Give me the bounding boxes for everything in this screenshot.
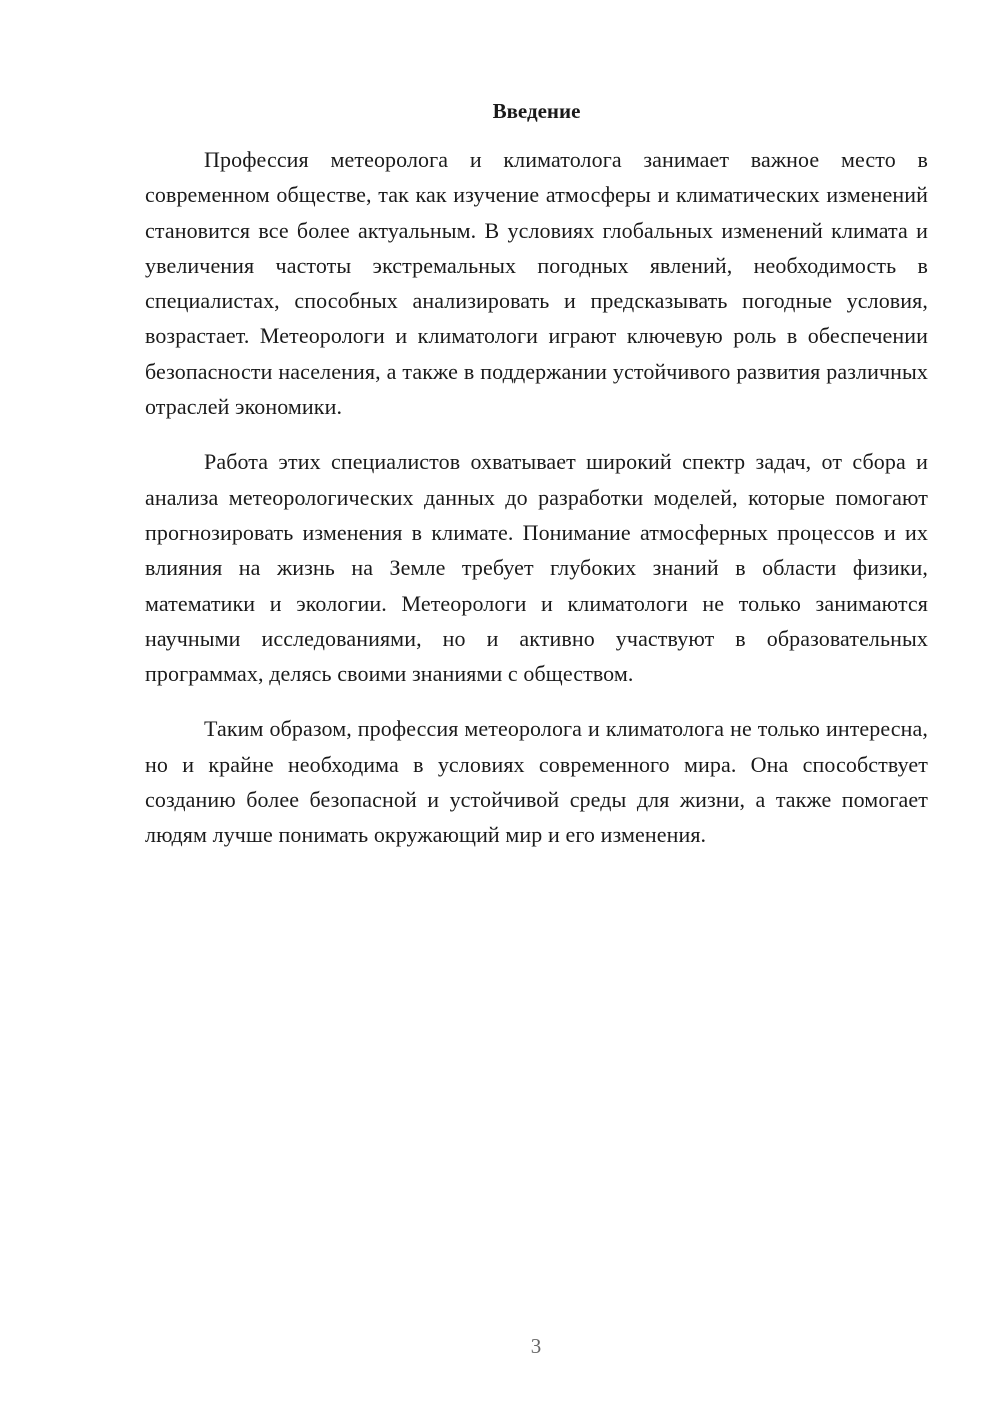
paragraph-2: Работа этих специалистов охватывает широкий спектр задач, от сбора и анализа метеорологических данных до разработки моделей, которые помогают прогнозировать изменения в климате. Понимание атмосферных процессов и их влияния на жизнь на Земле требует глубоких знаний в области физики, математики и экологии. Метеорологи и климатологи не только занимаются научными исследованиями, но и активно участвуют в образовательных программах, делясь своими знаниями с обществом.: [145, 449, 928, 687]
section-heading: Введение: [492, 99, 581, 123]
paragraph-3: Таким образом, профессия метеоролога и климатолога не только интересна, но и крайне необходима в условиях современного мира. Она способствует созданию более безопасной и устойчивой среды для жизни, а также помогает людям лучше понимать окружающий мир и его изменения.: [145, 716, 928, 848]
body-text: [145, 142, 928, 873]
paragraph-1: Профессия метеоролога и климатолога занимает важное место в современном обществе, так как изучение атмосферы и климатических изменений становится все более актуальным. В условиях глобальных изменений климата и увеличения частоты экстремальных погодных явлений, необходимость в специалистах, способных анализировать и предсказывать погодные условия, возрастает. Метеорологи и климатологи играют ключевую роль в обеспечении безопасности населения, а также в поддержании устойчивого развития различных отраслей экономики.: [145, 147, 928, 420]
page-number: 3: [530, 1334, 542, 1358]
